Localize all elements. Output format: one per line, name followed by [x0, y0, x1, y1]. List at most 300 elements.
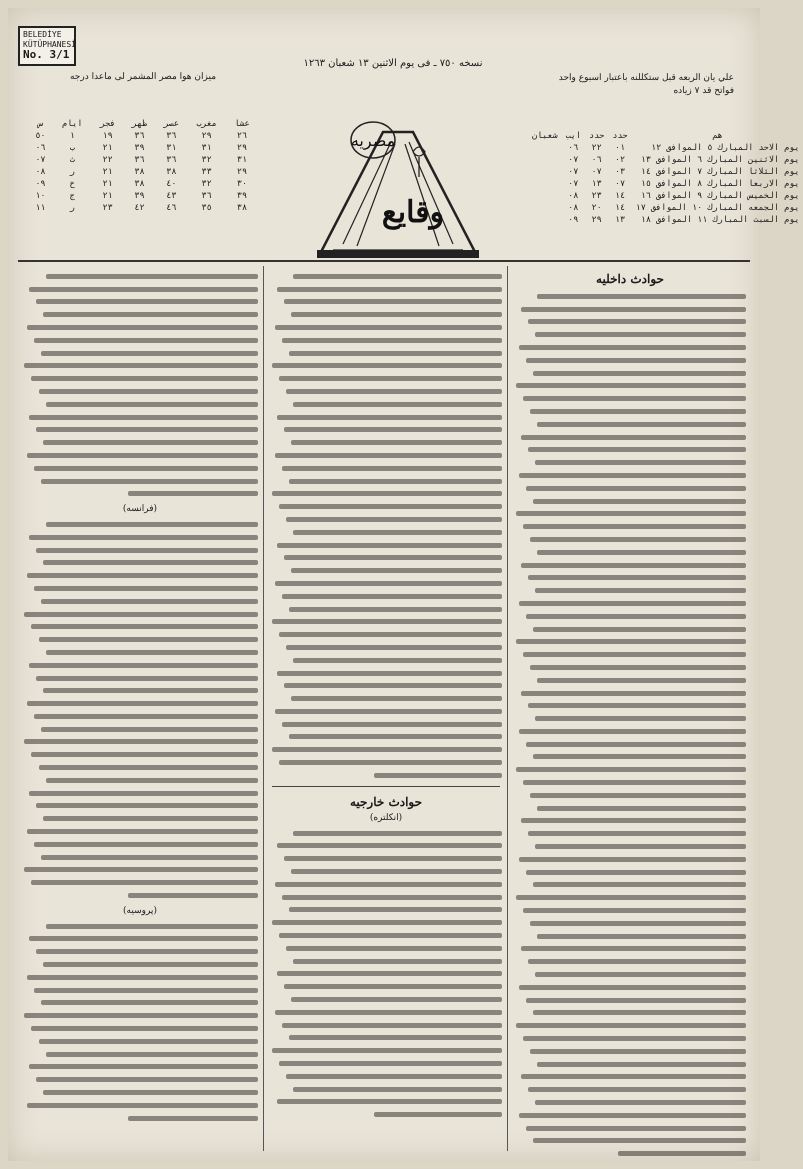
calendar-cell: ٢٠	[591, 203, 602, 213]
text-line	[293, 1087, 502, 1092]
text-line	[526, 998, 746, 1003]
text-line	[279, 376, 502, 381]
text-line	[46, 274, 258, 279]
text-line	[523, 1036, 746, 1041]
section-divider	[272, 786, 500, 787]
weather-cell: ٣٣	[201, 167, 212, 177]
weather-body	[28, 130, 258, 214]
france-heading: (فرانسه)	[122, 504, 158, 515]
weather-cell: ٢٩	[236, 167, 248, 177]
text-line	[537, 934, 746, 939]
text-line	[27, 1103, 258, 1108]
column-right	[510, 266, 750, 1151]
calendar-cell: ٢٣	[591, 191, 602, 201]
text-line	[34, 988, 258, 993]
text-line	[27, 829, 258, 834]
article-columns	[18, 266, 750, 1151]
table-row	[528, 214, 803, 226]
text-line	[128, 1116, 258, 1121]
text-line	[275, 325, 502, 330]
text-line	[537, 1062, 746, 1067]
calendar-cell: يوم الخميس المبارك ٩ الموافق ١٦	[640, 191, 800, 201]
issue-line: نسخه ٧٥٠ ـ فى يوم الاثنين ١٣ شعبان ١٢٦٣	[303, 58, 483, 69]
calendar-cell: ١٣	[591, 179, 602, 189]
text-line	[46, 1052, 258, 1057]
text-line	[24, 739, 258, 744]
text-line	[43, 312, 258, 317]
calendar-cell: ٠٦	[568, 143, 579, 153]
weather-cell: ٢٢	[102, 155, 113, 165]
text-line	[523, 780, 746, 785]
text-line	[284, 555, 502, 560]
table-row	[28, 142, 258, 154]
calendar-cell: ٠٧	[568, 179, 579, 189]
calendar-cell: ١٤	[614, 203, 626, 213]
weather-cell: ٥٠	[35, 131, 46, 141]
text-line	[27, 453, 258, 458]
weather-cell: ٣٩	[134, 143, 145, 153]
text-line	[41, 479, 258, 484]
text-line	[43, 688, 258, 693]
england-heading: (انكلتره)	[369, 812, 403, 823]
text-line	[291, 440, 502, 445]
weather-cell: ٢٣	[102, 203, 113, 213]
text-line	[528, 319, 746, 324]
text-line	[46, 402, 258, 407]
text-line	[291, 869, 502, 874]
weather-cell: خ	[69, 179, 75, 189]
text-line	[272, 491, 502, 496]
text-line	[521, 563, 746, 568]
weather-cell: ث	[69, 155, 75, 165]
text-line	[46, 522, 258, 527]
text-line	[516, 895, 746, 900]
text-line	[528, 703, 746, 708]
text-line	[279, 632, 502, 637]
text-line	[27, 975, 258, 980]
calendar-cell: ٠٧	[568, 155, 579, 165]
external-news-heading: حوادث خارجيه	[349, 794, 423, 809]
text-line	[41, 1000, 258, 1005]
text-line	[34, 338, 258, 343]
table-row	[28, 178, 258, 190]
text-line	[289, 607, 502, 612]
text-line	[29, 936, 258, 941]
table-row	[528, 202, 803, 214]
weather-cell: ٣٥	[201, 203, 212, 213]
weather-cell: ٣٩	[134, 191, 145, 201]
text-line	[533, 627, 746, 632]
text-line	[293, 402, 502, 407]
text-line	[528, 831, 746, 836]
text-line	[24, 363, 258, 368]
text-line	[530, 1049, 746, 1054]
text-line	[272, 1048, 502, 1053]
text-line	[43, 816, 258, 821]
text-line	[284, 427, 502, 432]
text-line	[519, 345, 746, 350]
weather-cell: ٢١	[102, 179, 113, 189]
weather-cell: ٣٨	[134, 179, 145, 189]
weather-cell: ١١	[35, 203, 46, 213]
text-line	[24, 612, 258, 617]
prussia-heading: (پروسيه)	[123, 905, 157, 916]
weather-cell: ب	[69, 143, 75, 153]
calendar-table	[528, 130, 803, 226]
text-line	[533, 882, 746, 887]
weather-cell: ٣٦	[166, 155, 177, 165]
text-line	[39, 1039, 258, 1044]
text-line	[128, 893, 258, 898]
calendar-cell: يوم السبت المبارك ١١ الموافق ١٨	[640, 215, 800, 225]
weather-cell: ١٠	[35, 191, 46, 201]
calendar-cell: ٠٨	[568, 191, 579, 201]
weather-cell: ١٩	[102, 131, 113, 141]
subscription-line-1: علي يان الربعه قبل ستكللنه باعتبار اسبوع واحد	[558, 73, 734, 83]
text-line	[284, 683, 502, 688]
text-line	[272, 920, 502, 925]
weather-header-cell: س	[37, 119, 43, 129]
table-row	[28, 154, 258, 166]
text-line	[46, 650, 258, 655]
text-line	[31, 376, 258, 381]
weather-table-title: ميزان هوا مصر المشمر لى ماعدا درجه	[69, 72, 217, 82]
text-line	[39, 637, 258, 642]
text-line	[284, 299, 502, 304]
text-line	[528, 447, 746, 452]
text-line	[277, 543, 502, 548]
text-line	[29, 663, 258, 668]
text-line	[533, 371, 746, 376]
text-line	[31, 752, 258, 757]
text-line	[530, 409, 746, 414]
calendar-cell: ٠٧	[614, 179, 626, 189]
text-line	[530, 921, 746, 926]
text-line	[291, 696, 502, 701]
text-line	[34, 586, 258, 591]
stamp-line-2: KÜTÜPHANESİ	[23, 40, 76, 49]
text-line	[34, 714, 258, 719]
calendar-cell: يوم الثلاثا المبارك ٧ الموافق ١٤	[640, 167, 800, 177]
text-line	[36, 1077, 258, 1082]
text-line	[519, 857, 746, 862]
weather-header-cell: ايام	[62, 119, 83, 129]
weather-cell: ٤٢	[134, 203, 145, 213]
stamp-line-1: BELEDİYE	[23, 30, 62, 39]
text-line	[289, 479, 502, 484]
calendar-cell: يوم الاربعا المبارك ٨ الموافق ١٥	[640, 179, 800, 189]
text-line	[286, 645, 502, 650]
text-line	[29, 535, 258, 540]
text-line	[291, 568, 502, 573]
weather-cell: ٢١	[102, 167, 113, 177]
text-line	[275, 453, 502, 458]
text-line	[526, 358, 746, 363]
header-rule	[18, 260, 750, 262]
text-line	[523, 908, 746, 913]
text-line	[519, 473, 746, 478]
calendar-cell: ١٣	[614, 215, 626, 225]
text-line	[29, 1064, 258, 1069]
text-line	[282, 594, 502, 599]
text-line	[289, 1035, 502, 1040]
text-line	[275, 581, 502, 586]
text-line	[293, 658, 502, 663]
column-separator	[507, 266, 508, 1151]
table-row	[528, 178, 803, 190]
weather-cell: ٣٠	[236, 179, 248, 189]
text-line	[275, 1010, 502, 1015]
weather-cell: ٣٦	[201, 191, 212, 201]
text-line	[41, 727, 258, 732]
text-line	[36, 803, 258, 808]
calendar-cell: ٠٩	[568, 215, 579, 225]
text-line	[519, 985, 746, 990]
text-line	[537, 678, 746, 683]
weather-cell: ٢٩	[236, 143, 248, 153]
text-line	[530, 537, 746, 542]
calendar-cell: ٠٢	[614, 155, 626, 165]
calendar-cell: ٠٧	[568, 167, 579, 177]
weather-cell: ٢٦	[236, 131, 248, 141]
text-line	[530, 665, 746, 670]
text-line	[374, 773, 502, 778]
text-line	[27, 701, 258, 706]
weather-cell: ٠٧	[35, 155, 46, 165]
table-row	[528, 154, 803, 166]
text-line	[535, 1100, 746, 1105]
masthead-title: وقايع	[381, 195, 445, 230]
masthead-logo	[313, 112, 483, 260]
text-line	[46, 924, 258, 929]
text-line	[43, 440, 258, 445]
table-row	[528, 142, 803, 154]
weather-cell: ر	[69, 203, 75, 213]
text-line	[279, 933, 502, 938]
text-line	[521, 818, 746, 823]
external-news-text	[266, 831, 506, 1118]
text-line	[279, 1061, 502, 1066]
weather-header-cell: مغرب	[196, 119, 217, 129]
weather-cell: ٤٣	[166, 191, 177, 201]
text-line	[521, 435, 746, 440]
subscription-info	[514, 72, 734, 98]
text-line	[36, 676, 258, 681]
calendar-header-cell: حدد	[612, 131, 628, 141]
text-line	[24, 867, 258, 872]
text-line	[289, 734, 502, 739]
table-row	[28, 130, 258, 142]
table-row	[528, 190, 803, 202]
text-line	[293, 831, 502, 836]
weather-cell: ٠٨	[35, 167, 46, 177]
text-line	[533, 1010, 746, 1015]
masthead-subtitle: مصريه	[350, 131, 396, 150]
text-line	[41, 599, 258, 604]
weather-cell: ٤٠	[166, 179, 177, 189]
table-row	[28, 190, 258, 202]
weather-cell: ٣١	[236, 155, 248, 165]
calendar-header-cell: شعبان	[532, 131, 558, 141]
text-line	[34, 842, 258, 847]
weather-table	[28, 118, 258, 214]
calendar-cell: يوم الجمعه المبارك ١٠ الموافق ١٧	[635, 203, 800, 213]
weather-header-cell: فجر	[99, 119, 116, 129]
text-line	[36, 299, 258, 304]
text-line	[34, 466, 258, 471]
text-line	[286, 1074, 502, 1079]
text-line	[289, 907, 502, 912]
text-line	[528, 1087, 746, 1092]
text-line	[523, 652, 746, 657]
text-line	[516, 767, 746, 772]
weather-cell: ٣٢	[201, 179, 212, 189]
text-line	[535, 588, 746, 593]
text-line	[516, 1023, 746, 1028]
text-line	[277, 671, 502, 676]
column-middle	[266, 266, 506, 1151]
calendar-body	[528, 142, 803, 226]
text-line	[29, 287, 258, 292]
text-line	[277, 415, 502, 420]
weather-header-row	[28, 118, 258, 130]
text-line	[282, 466, 502, 471]
text-line	[284, 984, 502, 989]
text-line	[519, 1113, 746, 1118]
text-line	[519, 729, 746, 734]
text-line	[535, 716, 746, 721]
table-row	[528, 166, 803, 178]
text-line	[36, 427, 258, 432]
text-line	[521, 307, 746, 312]
text-line	[277, 971, 502, 976]
text-line	[272, 619, 502, 624]
text-line	[282, 895, 502, 900]
weather-cell: ٤٦	[166, 203, 177, 213]
weather-cell: ٢١	[102, 191, 113, 201]
text-line	[291, 312, 502, 317]
text-line	[43, 962, 258, 967]
france-text	[18, 522, 262, 898]
weather-cell: ٣١	[166, 143, 177, 153]
calendar-cell: ٢٢	[591, 143, 602, 153]
table-row	[28, 166, 258, 178]
calendar-cell: ٠١	[614, 143, 626, 153]
text-line	[279, 760, 502, 765]
calendar-cell: يوم الاحد المبارك ٥ الموافق ١٢	[651, 143, 800, 153]
text-line	[24, 1013, 258, 1018]
text-line	[618, 1151, 746, 1156]
text-line	[289, 351, 502, 356]
text-line	[533, 1138, 746, 1143]
text-line	[31, 880, 258, 885]
table-row	[28, 202, 258, 214]
text-line	[528, 959, 746, 964]
text-line	[277, 1099, 502, 1104]
calendar-cell: ١٤	[614, 191, 626, 201]
weather-header-cell: عصر	[163, 119, 179, 129]
text-line	[521, 946, 746, 951]
text-line	[521, 691, 746, 696]
weather-cell: ٣٨	[134, 167, 145, 177]
text-line	[29, 415, 258, 420]
text-line	[286, 389, 502, 394]
weather-header-cell: ظهر	[131, 119, 148, 129]
text-line	[39, 765, 258, 770]
text-line	[526, 486, 746, 491]
text-line	[521, 1074, 746, 1079]
text-line	[41, 351, 258, 356]
text-line	[282, 338, 502, 343]
text-line	[275, 882, 502, 887]
stamp-number: No. 3/1	[23, 48, 70, 61]
text-line	[286, 517, 502, 522]
weather-cell: ١	[69, 131, 75, 141]
newspaper-header	[18, 58, 800, 260]
text-line	[523, 524, 746, 529]
text-line	[530, 793, 746, 798]
text-line	[43, 1090, 258, 1095]
text-line	[374, 1112, 502, 1117]
calendar-cell: ٢٩	[591, 215, 602, 225]
weather-cell: ٠٦	[35, 143, 46, 153]
text-line	[537, 294, 746, 299]
calendar-cell: ٠٣	[614, 167, 626, 177]
text-line	[523, 396, 746, 401]
text-line	[535, 460, 746, 465]
weather-header-cell: عشا	[234, 119, 250, 129]
weather-cell: ٣٨	[166, 167, 177, 177]
weather-cell: ٣٢	[201, 155, 212, 165]
weather-cell: ر	[69, 167, 75, 177]
text-line	[537, 550, 746, 555]
text-line	[533, 754, 746, 759]
text-line	[533, 499, 746, 504]
column-left	[18, 266, 262, 1151]
internal-news-heading: حوادث داخليه	[596, 272, 664, 286]
weather-cell: ٣٩	[236, 191, 248, 201]
text-line	[282, 1023, 502, 1028]
calendar-cell: ٠٨	[568, 203, 579, 213]
subscription-line-2: فواتح قد ٧ زياده	[673, 86, 734, 96]
text-line	[535, 332, 746, 337]
weather-cell: ٣٦	[134, 155, 145, 165]
text-line	[284, 856, 502, 861]
weather-cell: ٣٦	[166, 131, 177, 141]
calendar-header-row	[528, 130, 803, 142]
text-line	[535, 844, 746, 849]
calendar-cell: ٠٧	[591, 167, 602, 177]
text-line	[293, 959, 502, 964]
weather-cell: ٣٨	[236, 203, 248, 213]
text-line	[27, 325, 258, 330]
text-line	[272, 363, 502, 368]
text-line	[526, 614, 746, 619]
text-line	[537, 806, 746, 811]
newspaper-page	[8, 8, 800, 1161]
left-text-top	[18, 274, 262, 497]
weather-cell: ٢١	[102, 143, 113, 153]
text-line	[516, 511, 746, 516]
text-line	[31, 624, 258, 629]
calendar-header-cell: هم	[712, 131, 723, 141]
text-line	[29, 791, 258, 796]
text-line	[277, 843, 502, 848]
text-line	[272, 747, 502, 752]
text-line	[43, 560, 258, 565]
text-line	[293, 274, 502, 279]
weather-cell: ج	[69, 191, 75, 201]
